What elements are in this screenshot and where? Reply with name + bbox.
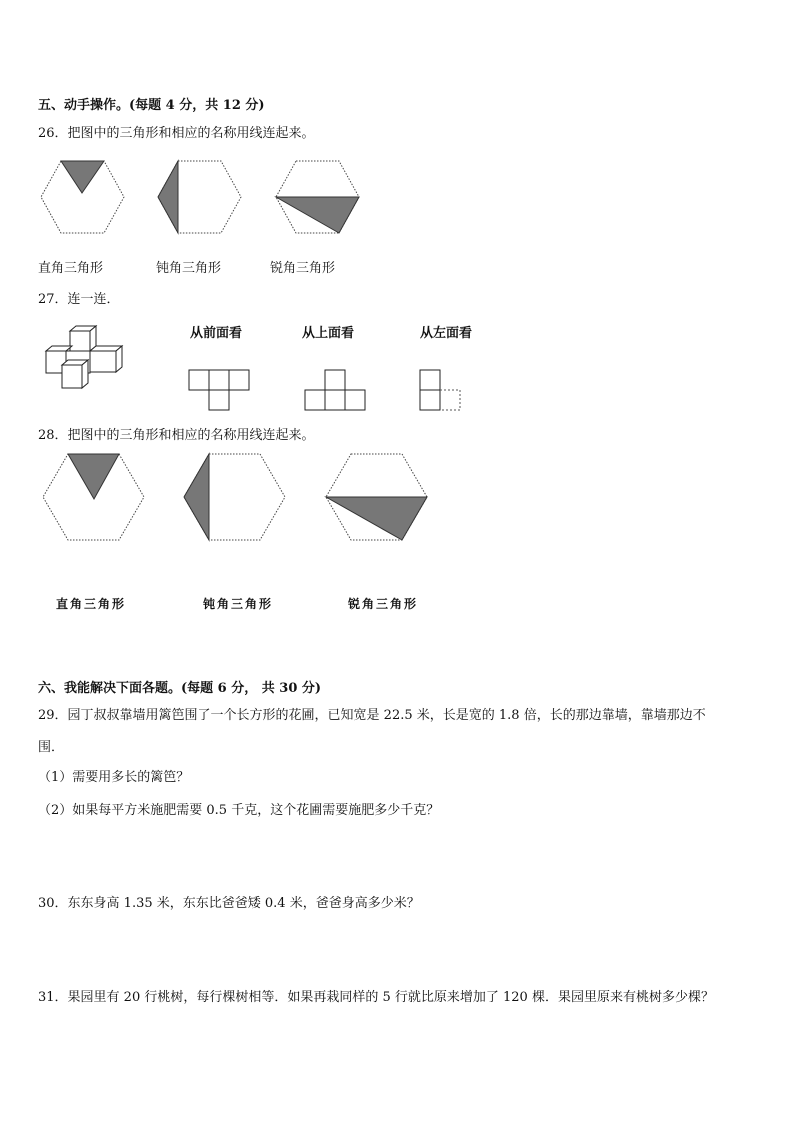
view-label-left: 从左面看 [420,326,473,341]
q26-label-right: 直角三角形 [38,261,104,276]
question-29-sub1: （1）需要用多长的篱笆？ [38,770,190,785]
q26-hexagon-3 [275,160,360,235]
q28-hexagon-3 [325,453,429,541]
q26-label-obtuse: 钝角三角形 [156,261,222,276]
view-label-top: 从上面看 [302,326,355,341]
question-31: 31．果园里有 20 行桃树，每行棵树相等．如果再栽同样的 5 行就比原来增加了 120 棵．果园里原来有桃树多少棵？ [38,990,714,1005]
q27-top-view [304,369,368,411]
question-29-sub2: （2）如果每平方米施肥需要 0.5 千克，这个花圃需要施肥多少千克？ [38,803,440,818]
view-label-front: 从前面看 [190,326,243,341]
q28-hexagon-2 [183,453,287,541]
question-27: 27．连一连． [38,292,120,307]
q26-hexagon-2 [157,160,242,235]
question-26: 26．把图中的三角形和相应的名称用线连起来。 [38,126,315,141]
section-6-heading: 六、我能解决下面各题。(每题 6 分， 共 30 分) [38,681,322,696]
q27-left-view [419,369,465,411]
q28-label-right: 直角三角形 [56,597,127,611]
question-30: 30．东东身高 1.35 米，东东比爸爸矮 0.4 米，爸爸身高多少米？ [38,896,420,911]
right-triangle-shaded [61,161,104,193]
obtuse-triangle-shaded [184,454,209,540]
section-5-heading: 五、动手操作。(每题 4 分，共 12 分) [38,98,265,113]
q26-label-acute: 锐角三角形 [270,261,336,276]
right-triangle-shaded [68,454,119,499]
q27-front-view [188,369,252,411]
q28-hexagon-1 [42,453,146,541]
q26-hexagon-1 [40,160,125,235]
question-29-line1: 29．园丁叔叔靠墙用篱笆围了一个长方形的花圃，已知宽是 22.5 米，长是宽的 1.8 倍，长的那边靠墙，靠墙那边不 [38,708,706,723]
acute-triangle-shaded [326,497,427,540]
acute-triangle-shaded [276,197,359,233]
q28-label-obtuse: 钝角三角形 [203,597,274,611]
q27-cube-stack [42,325,132,391]
question-29-line2: 围． [38,740,65,755]
q28-label-acute: 锐角三角形 [348,597,419,611]
obtuse-triangle-shaded [158,161,178,233]
question-28: 28．把图中的三角形和相应的名称用线连起来。 [38,428,315,443]
